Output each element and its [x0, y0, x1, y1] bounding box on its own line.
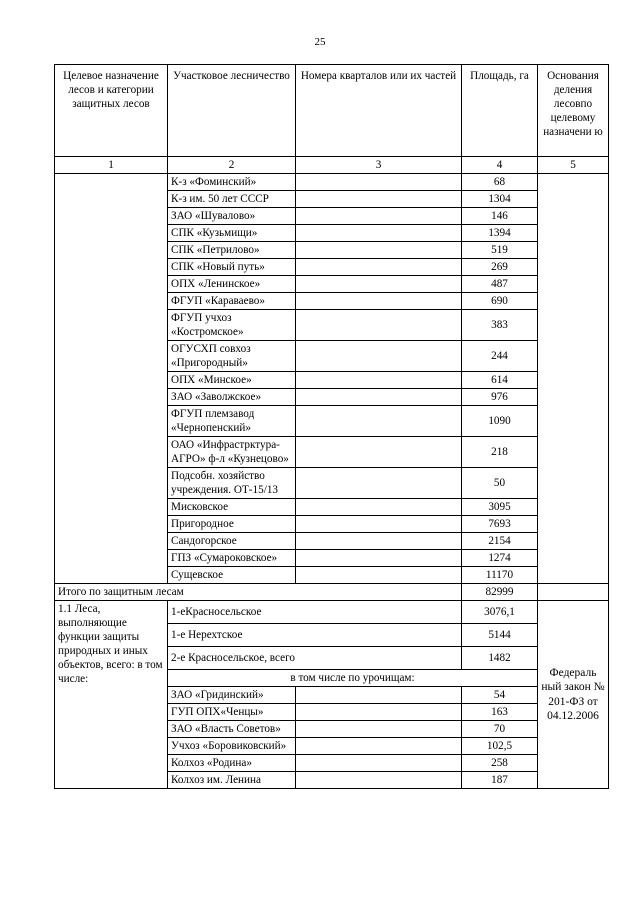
area-value: 3095	[462, 499, 538, 516]
area-value: 187	[462, 772, 538, 789]
area-value: 269	[462, 259, 538, 276]
total-area: 82999	[462, 584, 538, 601]
area-value: 163	[462, 704, 538, 721]
area-value: 50	[462, 468, 538, 499]
forestry-name: Учхоз «Боровиковский»	[168, 738, 296, 755]
purpose-cell-empty	[55, 174, 168, 584]
forestry-name: Подсобн. хозяйство учреждения. ОТ-15/13	[168, 468, 296, 499]
area-value: 102,5	[462, 738, 538, 755]
area-value: 1394	[462, 225, 538, 242]
area-value: 5144	[462, 624, 538, 647]
forestry-name: ЗАО «Шувалово»	[168, 208, 296, 225]
area-value: 2154	[462, 533, 538, 550]
forestry-name: ЗАО «Гридинский»	[168, 687, 296, 704]
forestry-name: ЗАО «Власть Советов»	[168, 721, 296, 738]
area-value: 54	[462, 687, 538, 704]
forestry-name: 1-еКрасносельское	[168, 601, 462, 624]
header-purpose: Целевое назначение лесов и категории защитных лесов	[55, 65, 168, 157]
col-number: 4	[462, 157, 538, 174]
forestry-name: ФГУП «Караваево»	[168, 293, 296, 310]
area-value: 1304	[462, 191, 538, 208]
col-number: 2	[168, 157, 296, 174]
area-value: 690	[462, 293, 538, 310]
forestry-name: Сущевское	[168, 567, 296, 584]
forestry-name: 2-е Красносельское, всего	[168, 647, 462, 670]
col-number: 3	[296, 157, 462, 174]
forestry-name: ГУП ОПХ«Ченцы»	[168, 704, 296, 721]
area-value: 3076,1	[462, 601, 538, 624]
page-number: 25	[314, 36, 326, 48]
legal-basis: Федераль ный закон № 201-ФЗ от 04.12.2006	[538, 601, 609, 789]
subheader: в том числе по урочищам:	[168, 670, 538, 687]
header-area: Площадь, га	[462, 65, 538, 157]
area-value: 70	[462, 721, 538, 738]
area-value: 146	[462, 208, 538, 225]
forestry-name: Пригородное	[168, 516, 296, 533]
area-value: 7693	[462, 516, 538, 533]
area-value: 614	[462, 372, 538, 389]
header-forestry: Участковое лесничество	[168, 65, 296, 157]
total-row	[55, 584, 609, 601]
forestry-name: ОПХ «Ленинское»	[168, 276, 296, 293]
area-value: 218	[462, 437, 538, 468]
forestry-name: К-з «Фоминский»	[168, 174, 296, 191]
area-value: 383	[462, 310, 538, 341]
total-label: Итого по защитным лесам	[55, 584, 462, 601]
forestry-name: ОГУСХП совхоз «Пригородный»	[168, 341, 296, 372]
table-row	[55, 174, 609, 191]
header-basis: Основания деления лесовпо целевому назначени ю	[538, 65, 609, 157]
area-value: 487	[462, 276, 538, 293]
col-number: 5	[538, 157, 609, 174]
forestry-name: СПК «Петрилово»	[168, 242, 296, 259]
area-value: 258	[462, 755, 538, 772]
forestry-name: ЗАО «Заволжское»	[168, 389, 296, 406]
basis-cell-empty	[538, 174, 609, 584]
col-number: 1	[55, 157, 168, 174]
area-value: 1090	[462, 406, 538, 437]
area-value: 976	[462, 389, 538, 406]
area-value: 519	[462, 242, 538, 259]
area-value: 1274	[462, 550, 538, 567]
forestry-name: Колхоз им. Ленина	[168, 772, 296, 789]
forestry-name: СПК «Кузьмищи»	[168, 225, 296, 242]
section-title: 1.1 Леса, выполняющие функции защиты природных и иных объектов, всего: в том числе:	[55, 601, 168, 789]
forestry-name: ФГУП племзавод «Чернопенский»	[168, 406, 296, 437]
forestry-name: ОПХ «Минское»	[168, 372, 296, 389]
forestry-name: ГПЗ «Сумароковское»	[168, 550, 296, 567]
forestry-name: Сандогорское	[168, 533, 296, 550]
forestry-name: К-з им. 50 лет СССР	[168, 191, 296, 208]
forestry-name: Мисковское	[168, 499, 296, 516]
area-value: 68	[462, 174, 538, 191]
forestry-name: ОАО «Инфрастрктура-АГРО» ф-л «Кузнецово»	[168, 437, 296, 468]
table-row	[55, 601, 609, 624]
area-value: 244	[462, 341, 538, 372]
area-value: 11170	[462, 567, 538, 584]
area-value: 1482	[462, 647, 538, 670]
forestry-name: ФГУП учхоз «Костромское»	[168, 310, 296, 341]
header-quarters: Номера кварталов или их частей	[296, 65, 462, 157]
forestry-name: 1-е Нерехтское	[168, 624, 462, 647]
forestry-name: СПК «Новый путь»	[168, 259, 296, 276]
forest-table	[54, 64, 609, 789]
forestry-name: Колхоз «Родина»	[168, 755, 296, 772]
